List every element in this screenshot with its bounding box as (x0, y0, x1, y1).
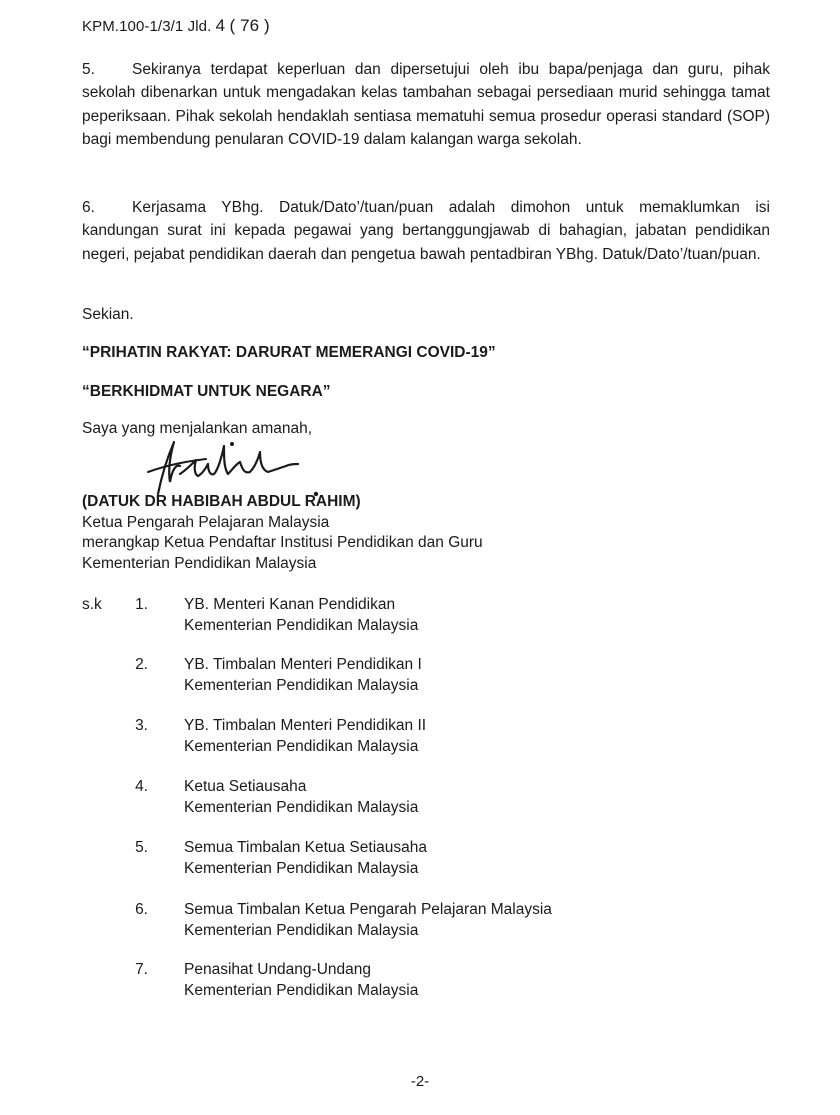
cc-item-number: 7. (135, 961, 148, 978)
signatory-title-2: merangkap Ketua Pendaftar Institusi Pendidikan dan Guru (82, 534, 483, 552)
ref-volume: 4 (215, 16, 226, 35)
cc-item-number: 5. (135, 839, 148, 856)
cc-item-line2: Kementerian Pendidikan Malaysia (184, 677, 419, 694)
sign-off: Saya yang menjalankan amanah, (82, 420, 313, 437)
paragraph-text: Sekiranya terdapat keperluan dan dipersetujui oleh ibu bapa/penjaga dan guru, pihak sekolah dibenarkan untuk mengadakan kelas tambahan sebagai persediaan murid sehingga tamat peperiksaan. Pihak sekolah hendaklah sentiasa mematuhi semua prosedur operasi standard (SOP) bagi membendung penularan COVID-19 dalam kalangan warga sekolah. (82, 61, 770, 148)
cc-item-line1: YB. Menteri Kanan Pendidikan (184, 596, 396, 613)
cc-item-6 (82, 901, 782, 945)
handwritten-signature (140, 434, 320, 500)
cc-item-line1: Semua Timbalan Ketua Pengarah Pelajaran Malaysia (184, 901, 552, 918)
cc-item-number: 2. (135, 656, 148, 673)
cc-item-line1: YB. Timbalan Menteri Pendidikan II (184, 717, 427, 734)
paragraph-6 (82, 196, 770, 266)
reference-number (82, 16, 270, 36)
cc-item-5 (82, 839, 782, 883)
cc-item-line1: YB. Timbalan Menteri Pendidikan I (184, 656, 422, 673)
cc-item-4 (82, 778, 782, 822)
signatory-title-1: Ketua Pengarah Pelajaran Malaysia (82, 513, 330, 531)
slogan-berkhidmat: “BERKHIDMAT UNTUK NEGARA” (82, 383, 331, 400)
slogan-prihatin: “PRIHATIN RAKYAT: DARURAT MEMERANGI COVID-19” (82, 344, 496, 361)
cc-label: s.k (82, 596, 102, 613)
ref-number: ( 76 ) (229, 16, 270, 35)
paragraph-number: 6. (82, 199, 95, 216)
ref-prefix: KPM.100-1/3/1 Jld. (82, 18, 212, 35)
cc-item-number: 1. (135, 596, 148, 613)
cc-item-line1: Penasihat Undang-Undang (184, 961, 371, 978)
cc-item-line2: Kementerian Pendidikan Malaysia (184, 922, 419, 939)
paragraph-5 (82, 58, 770, 151)
cc-item-1 (82, 596, 782, 640)
cc-item-number: 3. (135, 717, 148, 734)
cc-item-line1: Ketua Setiausaha (184, 778, 307, 795)
cc-item-7 (82, 961, 782, 1005)
cc-item-number: 6. (135, 901, 148, 918)
cc-item-line2: Kementerian Pendidikan Malaysia (184, 738, 419, 755)
signatory-block (82, 492, 483, 574)
signatory-title-3: Kementerian Pendidikan Malaysia (82, 554, 317, 572)
cc-item-3 (82, 717, 782, 761)
cc-item-line2: Kementerian Pendidikan Malaysia (184, 982, 419, 999)
cc-item-line2: Kementerian Pendidikan Malaysia (184, 617, 419, 634)
closing-text: Sekian. (82, 306, 134, 323)
cc-item-2 (82, 656, 782, 700)
paragraph-number: 5. (82, 61, 95, 78)
page-number: -2- (410, 1073, 430, 1090)
cc-item-line2: Kementerian Pendidikan Malaysia (184, 799, 419, 816)
cc-item-line2: Kementerian Pendidikan Malaysia (184, 860, 419, 877)
cc-item-number: 4. (135, 778, 148, 795)
signatory-name: (DATUK DR HABIBAH ABDUL RAHIM) (82, 493, 361, 510)
cc-item-line1: Semua Timbalan Ketua Setiausaha (184, 839, 427, 856)
paragraph-text: Kerjasama YBhg. Datuk/Dato’/tuan/puan adalah dimohon untuk memaklumkan isi kandungan surat ini kepada pegawai yang bertanggungjawab di bahagian, jabatan pendidikan negeri, pejabat pendidikan daerah dan pengetua bawah pentadbiran YBhg. Datuk/Dato’/tuan/puan. (82, 199, 770, 263)
